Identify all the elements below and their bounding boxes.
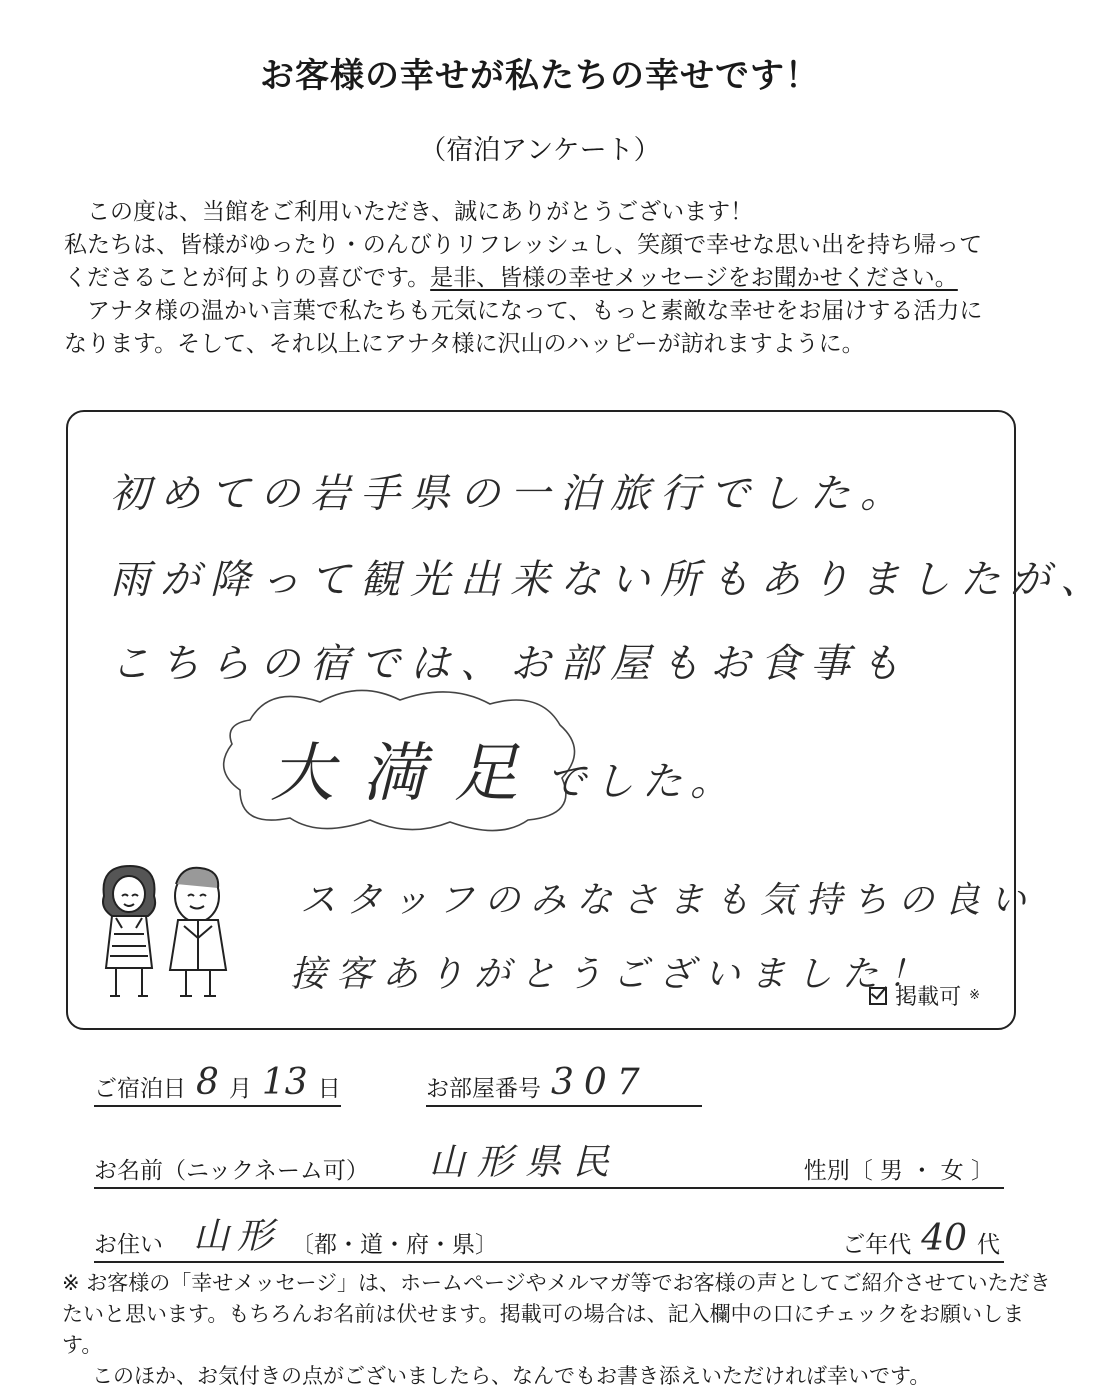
name-row	[94, 1134, 1004, 1189]
stay-date-label: ご宿泊日	[94, 1076, 186, 1102]
message-line-1: 初めての岩手県の一泊旅行でした。	[110, 471, 910, 517]
stay-date-row	[94, 1062, 341, 1107]
age-value: 40	[921, 1218, 967, 1259]
name-value: 山形県民	[428, 1142, 621, 1183]
footnote-mark: ※	[62, 1271, 80, 1295]
age-unit: 代	[977, 1232, 1000, 1258]
message-emphasis: 大満足	[270, 737, 546, 811]
publish-footnote-mark: ※	[969, 988, 980, 1003]
intro-paragraph-2	[64, 229, 994, 295]
address-label: お住い	[94, 1232, 163, 1258]
message-line-5: スタッフのみなさまも気持ちの良い	[300, 880, 1037, 921]
intro-paragraph-3: アナタ様の温かい言葉で私たちも元気になって、もっと素敵な幸せをお届けする活力になります。そして、それ以上にアナタ様に沢山のハッピーが訪れますように。	[64, 298, 983, 357]
stay-month-value: 8	[196, 1062, 219, 1103]
intro-paragraph-2-underlined: 是非、皆様の幸せメッセージをお聞かせください。	[430, 265, 958, 291]
stay-day-value: 13	[261, 1062, 308, 1103]
room-label: お部屋番号	[426, 1076, 541, 1102]
month-unit: 月	[228, 1076, 252, 1102]
footnote-text-2: このほか、お気付きの点がございましたら、なんでもお書き添えいただければ幸いです。	[92, 1364, 931, 1388]
message-line-3: こちらの宿では、お部屋もお食事も	[110, 641, 910, 687]
staff-illustration	[92, 856, 242, 1006]
name-label: お名前（ニックネーム可）	[94, 1158, 369, 1184]
message-line-6: 接客ありがとうございました！	[290, 954, 935, 995]
page-subtitle: （宿泊アンケート）	[419, 135, 661, 166]
day-unit: 日	[317, 1076, 341, 1102]
page-title: お客様の幸せが私たちの幸せです！	[260, 56, 820, 96]
footnote-text-1: お客様の「幸せメッセージ」は、ホームページやメルマガ等でお客様の声としてご紹介させていただきたいと思います。もちろんお名前は伏せます。掲載可の場合は、記入欄中の口にチェックをお願いします。	[62, 1271, 1051, 1357]
publish-permission	[869, 980, 980, 1011]
intro-text	[64, 196, 994, 361]
address-value: 山形	[193, 1216, 282, 1257]
intro-paragraph-1: この度は、当館をご利用いただき、誠にありがとうございます！	[87, 199, 754, 225]
prefecture-options[interactable]: 〔都・道・府・県〕	[291, 1232, 499, 1258]
message-line-2: 雨が降って観光出来ない所もありましたが、	[110, 557, 1110, 603]
stay-date-field[interactable]	[94, 1062, 341, 1107]
room-row	[426, 1062, 702, 1107]
intro-paragraph-2-text: 私たちは、皆様がゆったり・のんびりリフレッシュし、笑顔で幸せな思い出を持ち帰ってくださることが何よりの喜びです。	[64, 232, 983, 291]
room-value: 307	[551, 1062, 650, 1103]
message-line-4-tail: でした。	[546, 759, 738, 805]
room-field[interactable]	[426, 1062, 702, 1107]
message-line-4	[270, 722, 738, 814]
gender-options[interactable]: 性別〔 男 ・ 女 〕	[803, 1158, 994, 1184]
address-field[interactable]	[94, 1208, 1004, 1263]
age-label: ご年代	[842, 1232, 912, 1258]
publish-checkbox[interactable]	[869, 987, 887, 1005]
footnote-paragraph-1	[62, 1268, 1052, 1361]
name-field[interactable]	[94, 1134, 1004, 1189]
footnote	[62, 1268, 1052, 1392]
publish-label: 掲載可	[895, 985, 962, 1010]
address-row	[94, 1208, 1004, 1263]
